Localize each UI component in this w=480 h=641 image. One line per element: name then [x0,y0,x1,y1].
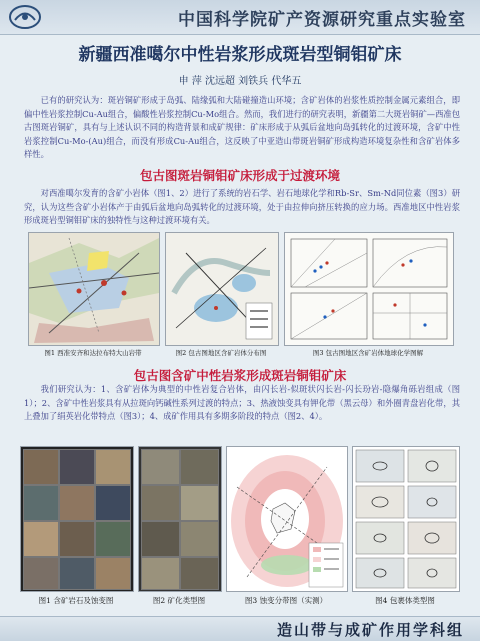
figure-ore-rock-photos [20,446,134,592]
section2-caption-2: 图2 矿化类型图 [152,596,206,605]
header-bar [0,0,480,35]
section1-heading: 包古图斑岩铜钼矿床形成于过渡环境 [139,168,340,183]
poster-title: 新疆西准噶尔中性岩浆形成斑岩型铜钼矿床 [78,45,402,65]
intro-paragraph: 已有的研究认为：斑岩铜矿形成于岛弧、陆缘弧和大陆碰撞造山环境；含矿岩体的岩浆性质控制金属元素组合，即偏中性岩浆控制Cu-Au组合，偏酸性岩浆控制Cu-Mo组合。然而，我们进行的研究表明，新疆第二大斑岩铜矿—西准包古图斑岩铜矿，具有与上述认识不同的构造背景和成矿规律：矿床形成于从弧后盆地向岛弧转化的过渡环境，含矿中性岩浆控制Cu-Mo-(Au)组合，而没有形成Cu-Au组合，这反映了中亚造山带斑岩铜矿形成构造环境复杂性和含矿岩体多样性。 [24,95,460,159]
figure3-geochem-diagrams [284,232,454,346]
authors: 申 萍 沈远超 刘铁兵 代华五 [178,76,302,87]
geologic-map-graphic [29,233,159,345]
inclusion-photos-graphic [353,447,459,591]
institute-logo-icon [8,4,42,30]
figure-mineralization-photos [138,446,222,592]
section1-caption-1: 图1 西准安齐和达拉布特大山岩带 [44,349,142,357]
section1-caption-2: 图2 包古图地区含矿岩体分布图 [175,349,267,357]
alteration-zoning-graphic [227,447,347,591]
research-group-name: 造山带与成矿作用学科组 [276,621,464,639]
figure2-deposit-map [165,232,279,346]
geochem-diagrams-graphic [285,233,453,345]
figure-alteration-zoning-map [226,446,348,592]
deposit-map-graphic [166,233,278,345]
section2-heading: 包古图含矿中性岩浆形成斑岩铜钼矿床 [133,368,347,383]
footer-bar [0,616,480,641]
section2-body: 我们研究认为：1、含矿岩体为典型的中性岩复合岩体，由闪长岩-似斑状闪长岩-闪长玢岩-隐爆角砾岩组成（图1）；2、含矿中性岩浆具有从拉斑向钙碱性系列过渡的特点；3、热液蚀变具有钾化带（黑云母）和外圈青盘岩化带，其上叠加了绢英岩化带特点（图3）；4、成矿作用具有多期多阶段的特点（图2、4）。 [24,384,460,421]
institute-name: 中国科学院矿产资源研究重点实验室 [178,10,466,30]
figure1-geologic-map [28,232,160,346]
section2-caption-3: 图3 蚀变分带图（实测） [244,596,328,605]
section2-caption-1: 图1 含矿岩石及蚀变图 [38,596,114,605]
figure-inclusion-photos [352,446,460,592]
section1-body: 对西准噶尔发育的含矿小岩体（图1、2）进行了系统的岩石学、岩石地球化学和Rb-Sr、Sm-Nd同位素（图3）研究，认为这些含矿小岩体产于由弧后盆地向岛弧转化的过渡环境，处于由拉伸向挤压转换的应力场。西准地区中性岩浆形成斑岩型铜钼矿床的独特性与这种过渡环境有关。 [24,188,460,225]
section1-caption-3: 图3 包古图地区含矿岩体地球化学图解 [312,349,424,357]
section2-caption-4: 图4 包裹体类型图 [375,596,435,605]
